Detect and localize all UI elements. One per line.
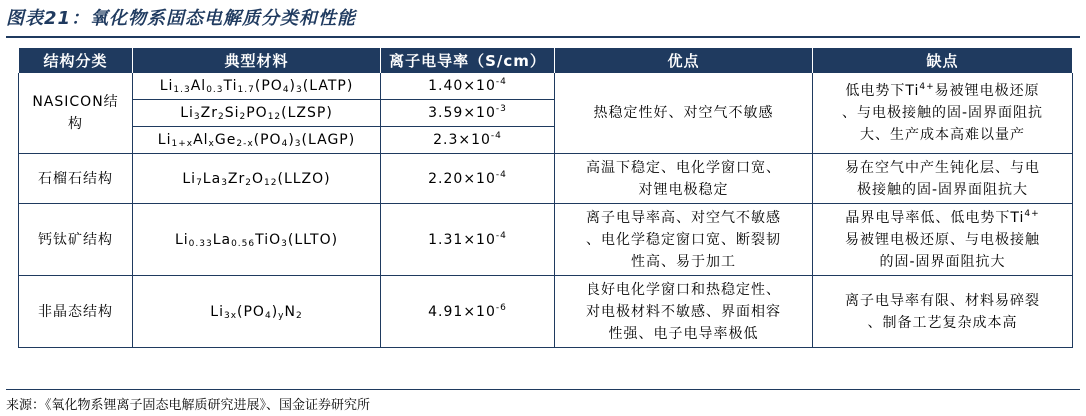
subscript: 1+x (171, 139, 194, 149)
header-category: 结构分类 (19, 48, 133, 73)
material-cell: $Li_{3x}(PO_4)_yN_2$ (133, 276, 381, 348)
conductivity-cell (381, 154, 555, 204)
material-cell: $Li_3Zr_2Si_2PO_{12}(LZSP)$ (133, 100, 381, 127)
material-cell: $Li_{1+x}Al_xGe_{2-x}(PO_4)_3(LAGP)$ (133, 127, 381, 154)
pros-cell: 良好电化学窗口和热稳定性、 对电极材料不敏感、界面相容 性强、电子电导率极低 (555, 276, 813, 348)
subscript: 3 (193, 112, 201, 122)
conductivity-exponent: -4 (490, 131, 502, 141)
table-row (19, 73, 1073, 100)
category-cell: 钙钛矿结构 (19, 204, 133, 276)
conductivity-base: 2.20×10 (428, 170, 496, 187)
conductivity-base: 3.59×10 (428, 105, 496, 121)
category-cell: NASICON结构 (19, 73, 133, 154)
cons-cell: 离子电导率有限、材料易碎裂 、制备工艺复杂成本高 (813, 276, 1073, 348)
subscript: 4 (264, 310, 272, 321)
electrolyte-table (18, 48, 1073, 348)
superscript: 4+ (919, 82, 935, 92)
subscript: 3 (281, 238, 288, 249)
subscript: 0.56 (231, 238, 256, 249)
subscript: 7 (196, 177, 203, 188)
material-cell: $Li_7La_3Zr_2O_{12}(LLZO)$ (133, 154, 381, 204)
subscript: 12 (264, 177, 278, 188)
material-cell: $Li_{1.3}Al_{0.3}Ti_{1.7}(PO_4)_3(LATP)$ (133, 73, 381, 100)
table-row (19, 154, 1073, 204)
conductivity-cell (381, 127, 555, 154)
conductivity-exponent: -4 (495, 230, 507, 241)
conductivity-exponent: -4 (495, 77, 507, 87)
conductivity-base: 4.91×10 (428, 303, 496, 320)
subscript: 2 (295, 310, 303, 321)
header-conductivity: 离子电导率（S/cm） (381, 48, 555, 73)
subscript: 3 (296, 85, 303, 95)
header-row (19, 48, 1073, 73)
subscript: 2 (245, 177, 253, 188)
subscript: 12 (267, 112, 282, 122)
source-note: 来源：《氧化物系锂离子固态电解质研究进展》、国金证券研究所 (6, 398, 371, 413)
category-cell: 非晶态结构 (19, 276, 133, 348)
conductivity-base: 1.40×10 (428, 78, 496, 94)
header-cons: 缺点 (813, 48, 1073, 73)
subscript: 3x (223, 310, 238, 321)
subscript: x (208, 139, 215, 149)
conductivity-base: 2.3×10 (433, 132, 491, 148)
header-pros: 优点 (555, 48, 813, 73)
category-cell: 石榴石结构 (19, 154, 133, 204)
cons-cell: 晶界电导率低、低电势下$Ti^{4+}$ 易被锂电极还原、与电极接触 的固-固界面阻抗大 (813, 204, 1073, 276)
subscript: 4 (282, 85, 290, 95)
subscript: 2 (217, 112, 225, 122)
superscript: 4+ (1024, 208, 1040, 219)
table-row (19, 276, 1073, 348)
pros-cell: 高温下稳定、电化学窗口宽、 对锂电极稳定 (555, 154, 813, 204)
subscript: 3 (221, 177, 228, 188)
conductivity-base: 1.31×10 (428, 231, 496, 248)
conductivity-exponent: -4 (495, 169, 507, 180)
cons-cell: 易在空气中产生钝化层、与电 极接触的固-固界面阻抗大 (813, 154, 1073, 204)
subscript: 4 (281, 139, 289, 149)
subscript: 3 (294, 139, 302, 149)
subscript: y (278, 310, 285, 321)
subscript: 1.3 (173, 85, 191, 95)
subscript: 2-x (236, 139, 254, 149)
conductivity-cell (381, 204, 555, 276)
subscript: 0.33 (188, 238, 213, 249)
figure-title: 图表21：氧化物系固态电解质分类和性能 (6, 8, 357, 29)
table-row (19, 204, 1073, 276)
cons-cell: 低电势下$Ti^{4+}$易被锂电极还原 、与电极接触的固-固界面阻抗 大、生产成本高难以量产 (813, 73, 1073, 154)
title-divider (6, 36, 1080, 38)
subscript: 1.7 (237, 85, 255, 95)
conductivity-exponent: -3 (495, 104, 507, 114)
pros-cell: 热稳定性好、对空气不敏感 (555, 73, 813, 154)
conductivity-cell (381, 100, 555, 127)
pros-cell: 离子电导率高、对空气不敏感 、电化学稳定窗口宽、断裂韧 性高、易于加工 (555, 204, 813, 276)
conductivity-cell (381, 73, 555, 100)
material-cell: $Li_{0.33}La_{0.56}TiO_3(LLTO)$ (133, 204, 381, 276)
header-material: 典型材料 (133, 48, 381, 73)
conductivity-exponent: -6 (495, 302, 507, 313)
subscript: 0.3 (206, 85, 224, 95)
footer-divider (6, 389, 1080, 390)
subscript: 2 (239, 112, 247, 122)
conductivity-cell (381, 276, 555, 348)
